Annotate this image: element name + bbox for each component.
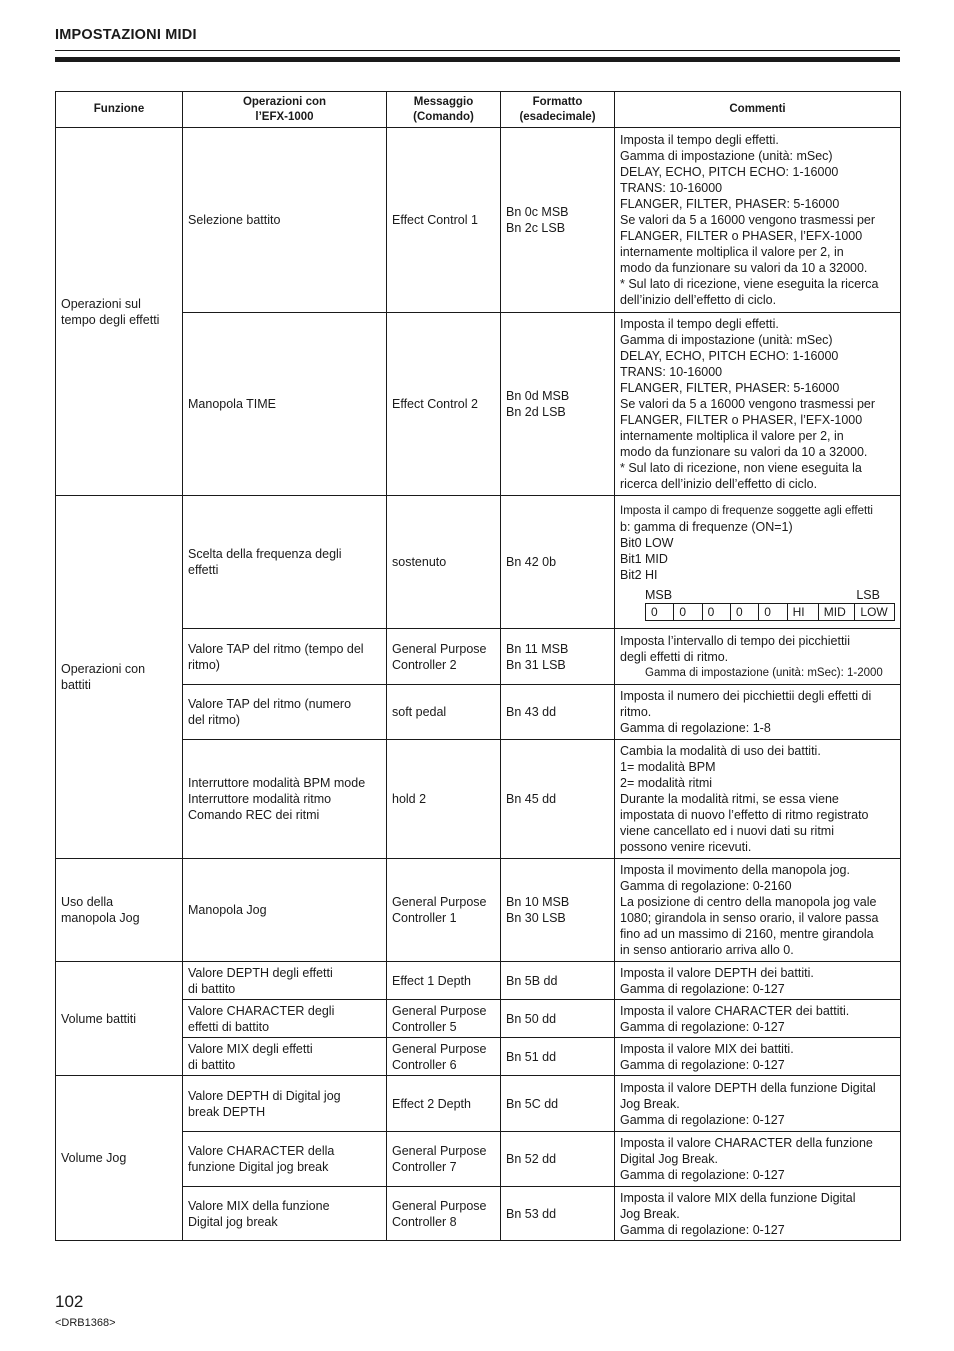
midi-table [55, 91, 901, 1241]
commenti-text: b: gamma di frequenze (ON=1) Bit0 LOW Bit1 MID Bit2 HI [620, 520, 793, 582]
table-row [56, 1076, 901, 1132]
funzione-cell: Volume battiti [56, 962, 183, 1076]
formatto-cell: Bn 53 dd [501, 1187, 615, 1241]
table-row [56, 128, 901, 313]
bit-cell: 0 [702, 604, 730, 621]
operazione-cell: Scelta della frequenza degli effetti [183, 496, 387, 629]
commenti-cell: Imposta il valore DEPTH della funzione Digital Jog Break. Gamma di regolazione: 0-127 [615, 1076, 901, 1132]
msb-label: MSB [645, 588, 673, 602]
formatto-cell: Bn 45 dd [501, 740, 615, 859]
bit-cell: 0 [730, 604, 758, 621]
messaggio-cell: General Purpose Controller 8 [387, 1187, 501, 1241]
operazione-cell: Valore TAP del ritmo (numero del ritmo) [183, 685, 387, 740]
messaggio-cell: General Purpose Controller 5 [387, 1000, 501, 1038]
messaggio-cell: General Purpose Controller 2 [387, 629, 501, 685]
formatto-cell: Bn 51 dd [501, 1038, 615, 1076]
bit-cell: MID [818, 604, 855, 621]
col-header-formatto: Formatto (esadecimale) [501, 92, 615, 128]
col-header-funzione: Funzione [56, 92, 183, 128]
bit-map-table [645, 603, 895, 621]
bit-cell: HI [787, 604, 818, 621]
messaggio-cell: Effect 2 Depth [387, 1076, 501, 1132]
col-header-messaggio: Messaggio (Comando) [387, 92, 501, 128]
formatto-cell: Bn 43 dd [501, 685, 615, 740]
operazione-cell: Manopola Jog [183, 859, 387, 962]
operazione-cell: Valore DEPTH di Digital jog break DEPTH [183, 1076, 387, 1132]
table-header-row [56, 92, 901, 128]
table-row [56, 629, 901, 685]
commenti-range: Gamma di impostazione (unità: mSec): 1-2000 [645, 666, 883, 679]
table-row [56, 313, 901, 496]
table-row [56, 859, 901, 962]
commenti-line: Imposta il campo di frequenze soggette agli effetti [620, 505, 873, 517]
bit-cell: 0 [646, 604, 674, 621]
formatto-cell: Bn 42 0b [501, 496, 615, 629]
section-title: IMPOSTAZIONI MIDI [55, 27, 197, 43]
messaggio-cell: Effect Control 1 [387, 128, 501, 313]
bit-cell: LOW [855, 604, 895, 621]
formatto-cell: Bn 0c MSB Bn 2c LSB [501, 128, 615, 313]
bit-cell: 0 [674, 604, 702, 621]
page-number: 102 [55, 1292, 84, 1311]
commenti-cell [615, 629, 901, 685]
formatto-cell: Bn 52 dd [501, 1132, 615, 1187]
table-row [56, 740, 901, 859]
formatto-cell: Bn 10 MSB Bn 30 LSB [501, 859, 615, 962]
commenti-cell: Imposta il tempo degli effetti. Gamma di impostazione (unità: mSec) DELAY, ECHO, PITCH ECHO: 1-16000 TRANS: 10-16000 FLANGER, FILTER, PHASER: 5-16000 Se valori da 5 a 16000 vengono trasmessi per FLANGER, FILTER o PHASER, l’EFX-1000 internamente moltiplica il valore per 2, in modo da funzionare su valori da 10 a 32000. * Sul lato di ricezione, viene eseguita la ricerca dell’inizio dell’effetto di ciclo. [615, 128, 901, 313]
col-header-commenti: Commenti [615, 92, 901, 128]
commenti-cell: Imposta il movimento della manopola jog. Gamma di regolazione: 0-2160 La posizione di centro della manopola jog vale 1080; girandola in senso orario, il valore passa fino ad un massimo di 2160, mentre girandola in senso antiorario arriva allo 0. [615, 859, 901, 962]
commenti-cell: Imposta il valore DEPTH dei battiti. Gamma di regolazione: 0-127 [615, 962, 901, 1000]
commenti-text: Imposta l’intervallo di tempo dei picchiettii degli effetti di ritmo. [620, 633, 850, 664]
commenti-cell: Imposta il tempo degli effetti. Gamma di impostazione (unità: mSec) DELAY, ECHO, PITCH ECHO: 1-16000 TRANS: 10-16000 FLANGER, FILTER, PHASER: 5-16000 Se valori da 5 a 16000 vengono trasmessi per FLANGER, FILTER o PHASER, l’EFX-1000 internamente moltiplica il valore per 2, in modo da funzionare su valori da 10 a 32000. * Sul lato di ricezione, non viene eseguita la ricerca dell’inizio dell’effetto di ciclo. [615, 313, 901, 496]
formatto-cell: Bn 50 dd [501, 1000, 615, 1038]
table-row [56, 1038, 901, 1076]
funzione-cell: Operazioni con battiti [56, 496, 183, 859]
commenti-cell [615, 496, 901, 629]
messaggio-cell: General Purpose Controller 1 [387, 859, 501, 962]
commenti-cell: Imposta il valore MIX dei battiti. Gamma di regolazione: 0-127 [615, 1038, 901, 1076]
table-row [56, 962, 901, 1000]
messaggio-cell: soft pedal [387, 685, 501, 740]
table-row [56, 1000, 901, 1038]
col-header-operazioni: Operazioni con l’EFX-1000 [183, 92, 387, 128]
operazione-cell: Valore TAP del ritmo (tempo del ritmo) [183, 629, 387, 685]
bit-order-labels [645, 587, 880, 603]
messaggio-cell: General Purpose Controller 7 [387, 1132, 501, 1187]
operazione-cell: Manopola TIME [183, 313, 387, 496]
operazione-cell: Valore CHARACTER degli effetti di battito [183, 1000, 387, 1038]
table-row [56, 496, 901, 629]
funzione-cell: Uso della manopola Jog [56, 859, 183, 962]
document-code: <DRB1368> [55, 1317, 116, 1329]
table-row [56, 1187, 901, 1241]
formatto-cell: Bn 11 MSB Bn 31 LSB [501, 629, 615, 685]
operazione-cell: Valore MIX degli effetti di battito [183, 1038, 387, 1076]
messaggio-cell: Effect Control 2 [387, 313, 501, 496]
formatto-cell: Bn 5B dd [501, 962, 615, 1000]
funzione-cell: Volume Jog [56, 1076, 183, 1241]
formatto-cell: Bn 5C dd [501, 1076, 615, 1132]
table-row [56, 685, 901, 740]
messaggio-cell: Effect 1 Depth [387, 962, 501, 1000]
operazione-cell: Valore DEPTH degli effetti di battito [183, 962, 387, 1000]
commenti-cell: Imposta il valore MIX della funzione Digital Jog Break. Gamma di regolazione: 0-127 [615, 1187, 901, 1241]
bit-cell: 0 [759, 604, 787, 621]
commenti-cell: Imposta il numero dei picchiettii degli effetti di ritmo. Gamma di regolazione: 1-8 [615, 685, 901, 740]
formatto-cell: Bn 0d MSB Bn 2d LSB [501, 313, 615, 496]
commenti-cell: Cambia la modalità di uso dei battiti. 1= modalità BPM 2= modalità ritmi Durante la modalità ritmi, se essa viene impostata di nuovo l’effetto di ritmo registrato viene cancellato ed i nuovi dati su ritmi possono venire ricevuti. [615, 740, 901, 859]
funzione-cell: Operazioni sul tempo degli effetti [56, 128, 183, 496]
operazione-cell: Valore CHARACTER della funzione Digital jog break [183, 1132, 387, 1187]
commenti-cell: Imposta il valore CHARACTER dei battiti. Gamma di regolazione: 0-127 [615, 1000, 901, 1038]
table-row [56, 1132, 901, 1187]
lsb-label: LSB [856, 588, 880, 602]
operazione-cell: Selezione battito [183, 128, 387, 313]
messaggio-cell: hold 2 [387, 740, 501, 859]
header-rule-thick [55, 57, 900, 62]
header-rule-thin [55, 50, 900, 51]
operazione-cell: Interruttore modalità BPM mode Interruttore modalità ritmo Comando REC dei ritmi [183, 740, 387, 859]
commenti-cell: Imposta il valore CHARACTER della funzione Digital Jog Break. Gamma di regolazione: 0-127 [615, 1132, 901, 1187]
operazione-cell: Valore MIX della funzione Digital jog break [183, 1187, 387, 1241]
messaggio-cell: sostenuto [387, 496, 501, 629]
messaggio-cell: General Purpose Controller 6 [387, 1038, 501, 1076]
